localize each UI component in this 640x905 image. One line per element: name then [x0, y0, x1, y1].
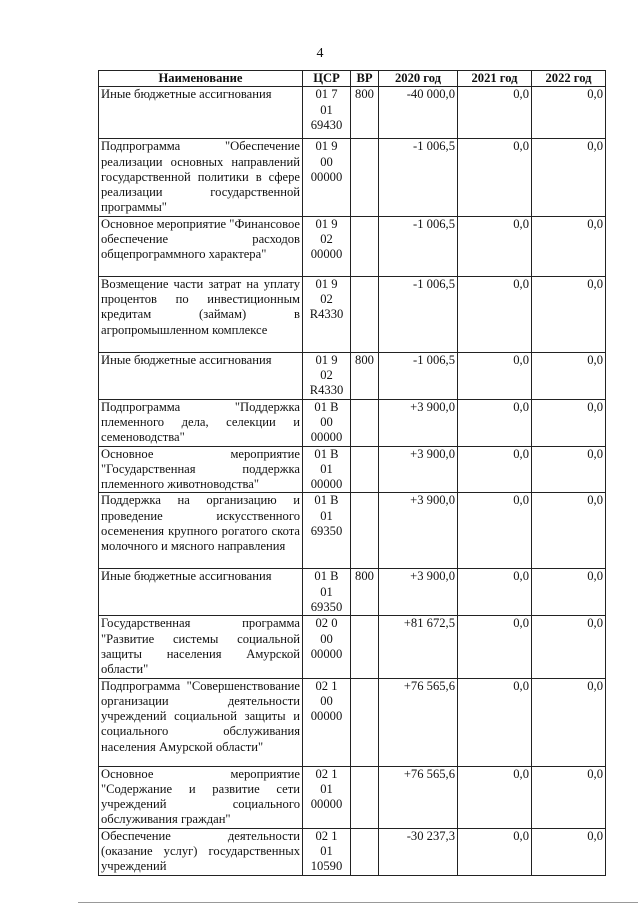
table-row — [99, 569, 606, 616]
row-2020-cell: +3 900,0 — [379, 399, 458, 446]
row-vr-cell — [351, 766, 379, 828]
row-csr-cell: 01 9 02 R4330 — [303, 276, 351, 352]
row-name-cell: Поддержка на организацию и проведение искусственного осеменения крупного рогатого скота молочного и мясного направления — [99, 493, 303, 569]
row-csr-cell: 01 7 01 69430 — [303, 87, 351, 139]
row-2020-cell: +76 565,6 — [379, 766, 458, 828]
row-vr-cell: 800 — [351, 87, 379, 139]
row-2021-cell: 0,0 — [458, 569, 532, 616]
row-vr-cell — [351, 399, 379, 446]
table-header-row — [99, 71, 606, 87]
row-2021-cell: 0,0 — [458, 493, 532, 569]
row-2021-cell: 0,0 — [458, 446, 532, 493]
row-csr-cell: 01 9 02 00000 — [303, 216, 351, 276]
table-row — [99, 216, 606, 276]
row-2022-cell: 0,0 — [532, 399, 606, 446]
row-vr-cell: 800 — [351, 569, 379, 616]
row-csr-cell: 02 1 01 10590 — [303, 828, 351, 875]
row-vr-cell — [351, 216, 379, 276]
page-number: 4 — [316, 46, 324, 61]
table-row — [99, 87, 606, 139]
row-2021-cell: 0,0 — [458, 276, 532, 352]
column-header-csr: ЦСР — [303, 71, 351, 87]
row-csr-cell: 01 В 01 00000 — [303, 446, 351, 493]
row-2022-cell: 0,0 — [532, 766, 606, 828]
row-name-cell: Обеспечение деятельности (оказание услуг) государственных учреждений — [99, 828, 303, 875]
row-2022-cell: 0,0 — [532, 446, 606, 493]
budget-table — [98, 70, 606, 876]
row-2021-cell: 0,0 — [458, 87, 532, 139]
row-2022-cell: 0,0 — [532, 276, 606, 352]
row-2020-cell: -1 006,5 — [379, 352, 458, 399]
table-row — [99, 446, 606, 493]
row-name-cell: Иные бюджетные ассигнования — [99, 352, 303, 399]
row-csr-cell: 02 1 00 00000 — [303, 678, 351, 766]
row-2021-cell: 0,0 — [458, 616, 532, 678]
table-row — [99, 276, 606, 352]
row-csr-cell: 01 В 01 69350 — [303, 493, 351, 569]
row-2022-cell: 0,0 — [532, 216, 606, 276]
row-2022-cell: 0,0 — [532, 828, 606, 875]
table-row — [99, 139, 606, 216]
row-name-cell: Иные бюджетные ассигнования — [99, 569, 303, 616]
row-name-cell: Основное мероприятие "Государственная поддержка племенного животноводства" — [99, 446, 303, 493]
row-2021-cell: 0,0 — [458, 678, 532, 766]
row-name-cell: Возмещение части затрат на уплату процентов по инвестиционным кредитам (займам) в агропромышленном комплексе — [99, 276, 303, 352]
row-name-cell: Подпрограмма "Поддержка племенного дела, селекции и семеноводства" — [99, 399, 303, 446]
row-vr-cell — [351, 616, 379, 678]
row-2020-cell: +81 672,5 — [379, 616, 458, 678]
column-header-name: Наименование — [99, 71, 303, 87]
row-vr-cell — [351, 139, 379, 216]
row-2022-cell: 0,0 — [532, 139, 606, 216]
column-header-2020: 2020 год — [379, 71, 458, 87]
row-2022-cell: 0,0 — [532, 493, 606, 569]
row-name-cell: Иные бюджетные ассигнования — [99, 87, 303, 139]
row-csr-cell: 01 В 01 69350 — [303, 569, 351, 616]
column-header-2022: 2022 год — [532, 71, 606, 87]
row-vr-cell — [351, 828, 379, 875]
row-2020-cell: -1 006,5 — [379, 216, 458, 276]
row-csr-cell: 02 1 01 00000 — [303, 766, 351, 828]
table-row — [99, 352, 606, 399]
row-name-cell: Основное мероприятие "Финансовое обеспечение расходов общепрограммного характера" — [99, 216, 303, 276]
row-2020-cell: -30 237,3 — [379, 828, 458, 875]
column-header-2021: 2021 год — [458, 71, 532, 87]
row-2020-cell: +3 900,0 — [379, 569, 458, 616]
row-name-cell: Подпрограмма "Совершенствование организации деятельности учреждений социальной защиты и социального обслуживания населения Амурской области" — [99, 678, 303, 766]
page-bottom-edge — [78, 902, 638, 903]
row-csr-cell: 01 В 00 00000 — [303, 399, 351, 446]
row-vr-cell — [351, 678, 379, 766]
row-2021-cell: 0,0 — [458, 139, 532, 216]
row-2020-cell: -1 006,5 — [379, 276, 458, 352]
row-2020-cell: -1 006,5 — [379, 139, 458, 216]
column-header-vr: ВР — [351, 71, 379, 87]
row-name-cell: Государственная программа "Развитие системы социальной защиты населения Амурской области" — [99, 616, 303, 678]
row-2022-cell: 0,0 — [532, 616, 606, 678]
row-2022-cell: 0,0 — [532, 569, 606, 616]
row-vr-cell — [351, 493, 379, 569]
row-vr-cell: 800 — [351, 352, 379, 399]
row-2022-cell: 0,0 — [532, 678, 606, 766]
row-2021-cell: 0,0 — [458, 828, 532, 875]
row-csr-cell: 02 0 00 00000 — [303, 616, 351, 678]
row-2021-cell: 0,0 — [458, 766, 532, 828]
row-2021-cell: 0,0 — [458, 216, 532, 276]
table-row — [99, 766, 606, 828]
table-row — [99, 678, 606, 766]
row-2020-cell: -40 000,0 — [379, 87, 458, 139]
row-2022-cell: 0,0 — [532, 352, 606, 399]
row-csr-cell: 01 9 00 00000 — [303, 139, 351, 216]
row-name-cell: Основное мероприятие "Содержание и развитие сети учреждений социального обслуживания граждан" — [99, 766, 303, 828]
row-csr-cell: 01 9 02 R4330 — [303, 352, 351, 399]
table-row — [99, 616, 606, 678]
row-2020-cell: +3 900,0 — [379, 446, 458, 493]
row-vr-cell — [351, 446, 379, 493]
table-row — [99, 493, 606, 569]
row-vr-cell — [351, 276, 379, 352]
row-2020-cell: +3 900,0 — [379, 493, 458, 569]
row-2021-cell: 0,0 — [458, 399, 532, 446]
row-2022-cell: 0,0 — [532, 87, 606, 139]
row-name-cell: Подпрограмма "Обеспечение реализации основных направлений государственной политики в сфере реализации государственной программы" — [99, 139, 303, 216]
row-2020-cell: +76 565,6 — [379, 678, 458, 766]
row-2021-cell: 0,0 — [458, 352, 532, 399]
table-row — [99, 828, 606, 875]
table-body — [99, 87, 606, 875]
table-row — [99, 399, 606, 446]
